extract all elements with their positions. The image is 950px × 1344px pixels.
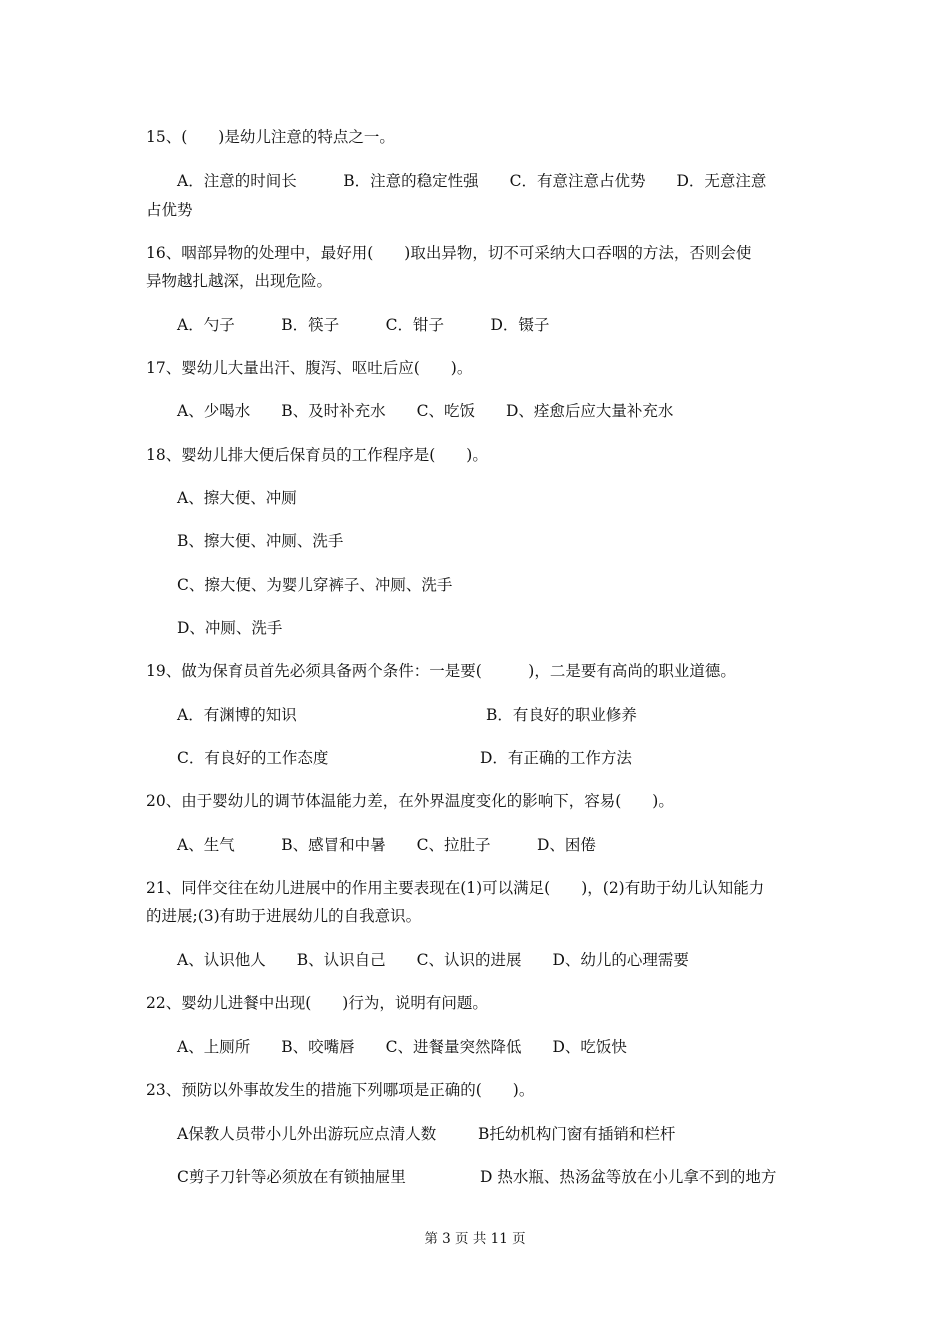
question-21-stem-line1: 21、同伴交往在幼儿进展中的作用主要表现在(1)可以满足( )，(2)有助于幼儿认知能力 xyxy=(146,879,765,897)
question-17-stem: 17、婴幼儿大量出汗、腹泻、呕吐后应( )。 xyxy=(146,359,473,377)
question-15-stem: 15、( )是幼儿注意的特点之一。 xyxy=(146,128,395,146)
question-19-option-a: A．有渊博的知识 xyxy=(177,706,297,724)
question-20-stem: 20、由于婴幼儿的调节体温能力差，在外界温度变化的影响下，容易( )。 xyxy=(146,792,674,810)
question-18-option-c: C、擦大便、为婴儿穿裤子、冲厕、洗手 xyxy=(177,576,453,594)
question-23-option-c: C剪子刀针等必须放在有锁抽屉里 xyxy=(177,1168,406,1186)
question-18-stem: 18、婴幼儿排大便后保育员的工作程序是( )。 xyxy=(146,446,488,464)
question-22-stem: 22、婴幼儿进餐中出现( )行为，说明有问题。 xyxy=(146,994,488,1012)
question-21-stem-line2: 的进展;(3)有助于进展幼儿的自我意识。 xyxy=(146,907,422,925)
question-15-options-continued: 占优势 xyxy=(146,201,193,219)
question-18-option-b: B、擦大便、冲厕、洗手 xyxy=(177,532,344,550)
question-20-options: A、生气 B、感冒和中暑 C、拉肚子 D、困倦 xyxy=(177,836,596,854)
question-23-option-d: D 热水瓶、热汤盆等放在小儿拿不到的地方 xyxy=(480,1168,777,1186)
question-22-options: A、上厕所 B、咬嘴唇 C、进餐量突然降低 D、吃饭快 xyxy=(177,1038,627,1056)
question-18-option-d: D、冲厕、洗手 xyxy=(177,619,283,637)
question-17-options: A、少喝水 B、及时补充水 C、吃饭 D、痊愈后应大量补充水 xyxy=(177,402,674,420)
question-21-options: A、认识他人 B、认识自己 C、认识的进展 D、幼儿的心理需要 xyxy=(177,951,689,969)
question-16-stem-line1: 16、咽部异物的处理中，最好用( )取出异物，切不可采纳大口吞咽的方法，否则会使 xyxy=(146,244,752,262)
question-19-option-c: C．有良好的工作态度 xyxy=(177,749,329,767)
question-23-stem: 23、预防以外事故发生的措施下列哪项是正确的( )。 xyxy=(146,1081,535,1099)
question-15-options: A．注意的时间长 B．注意的稳定性强 C．有意注意占优势 D．无意注意 xyxy=(177,172,767,190)
question-19-option-b: B．有良好的职业修养 xyxy=(486,706,637,724)
question-23-option-b: B托幼机构门窗有插销和栏杆 xyxy=(478,1125,676,1143)
question-19-stem: 19、做为保育员首先必须具备两个条件：一是要( )，二是要有高尚的职业道德。 xyxy=(146,662,736,680)
question-18-option-a: A、擦大便、冲厕 xyxy=(177,489,297,507)
question-16-options: A．勺子 B．筷子 C．钳子 D．镊子 xyxy=(177,316,550,334)
question-16-stem-line2: 异物越扎越深，出现危险。 xyxy=(146,272,333,290)
page-number: 第 3 页 共 11 页 xyxy=(424,1231,526,1247)
question-23-option-a: A保教人员带小儿外出游玩应点清人数 xyxy=(177,1125,437,1143)
question-19-option-d: D．有正确的工作方法 xyxy=(480,749,632,767)
